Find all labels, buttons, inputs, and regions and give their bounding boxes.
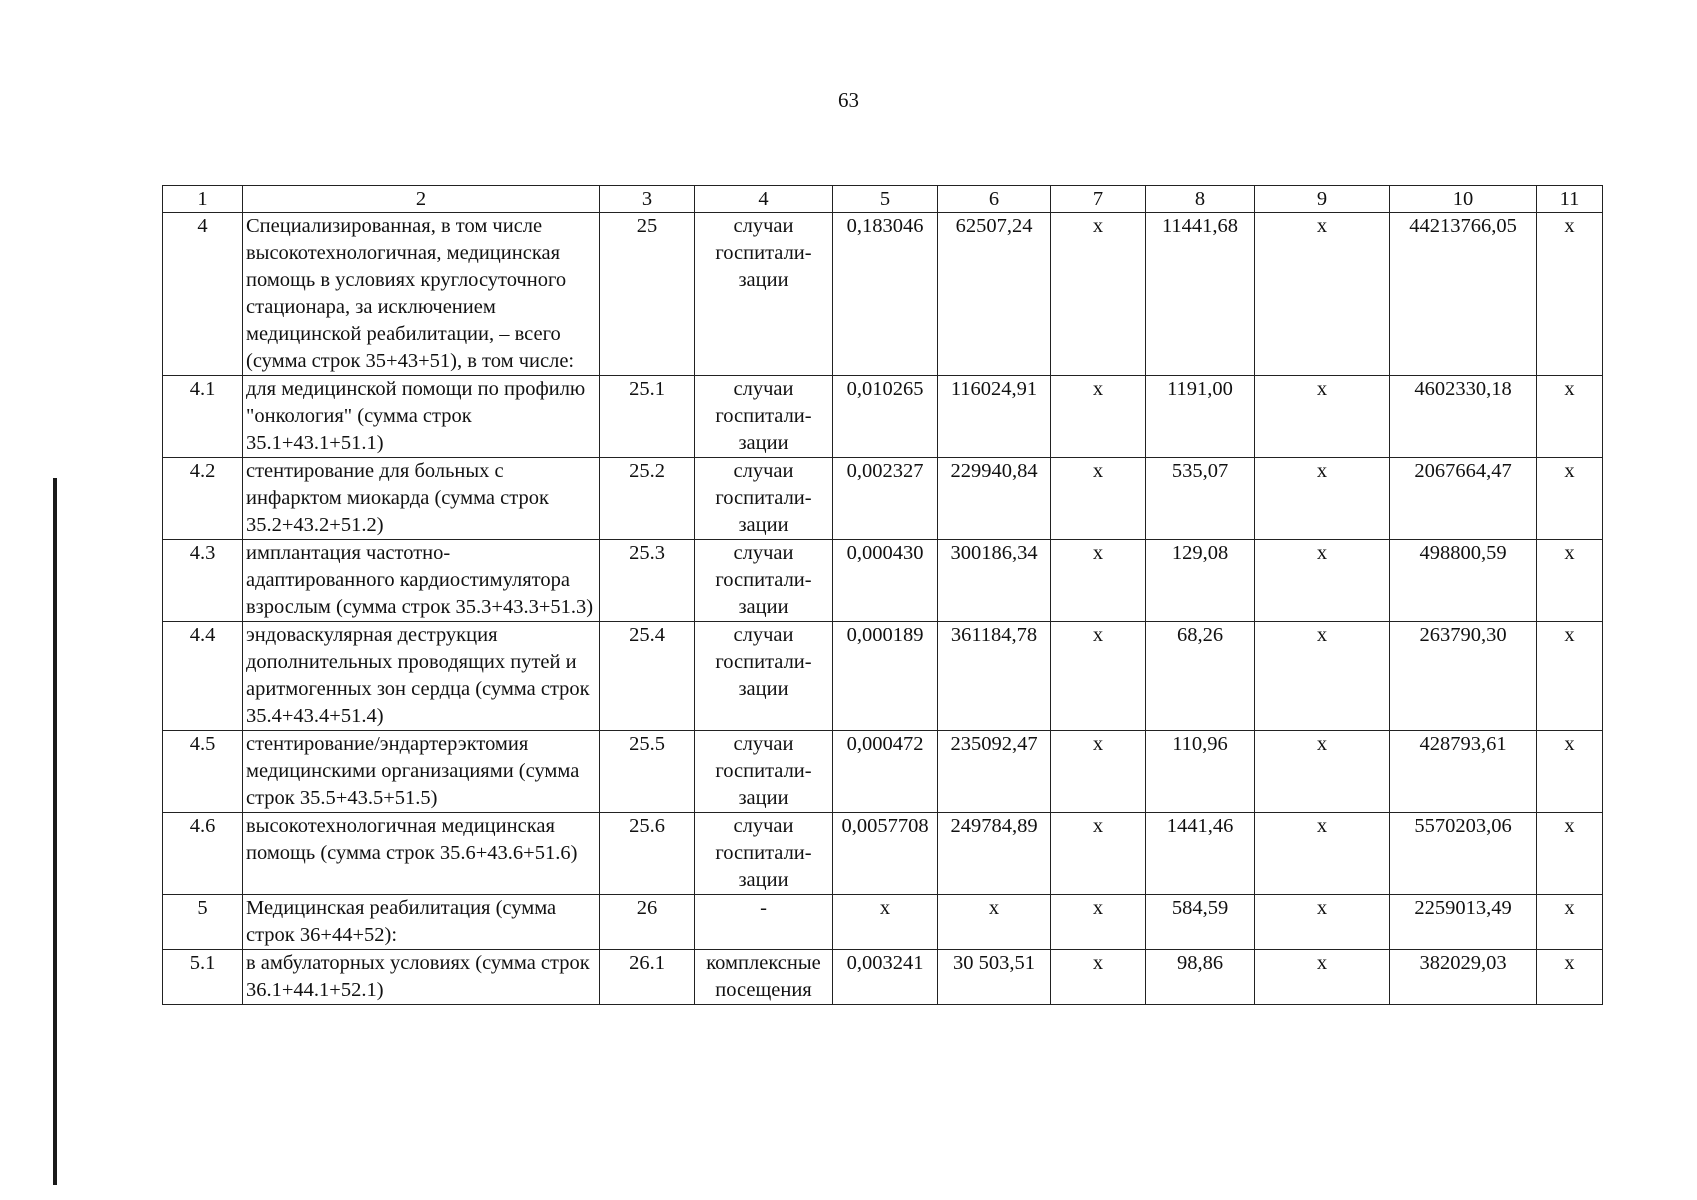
col-9-cell: х [1255, 458, 1390, 540]
row-number-cell: 4.2 [163, 458, 243, 540]
per-capita-cell: 535,07 [1146, 458, 1255, 540]
col-11-cell: х [1537, 458, 1603, 540]
indicator-name-cell: Специализированная, в том числе высокотехнологичная, медицинская помощь в условиях круглосуточного стационара, за исключением медицинской реабилитации, – всего (сумма строк 35+43+51), в том числе: [243, 213, 600, 376]
table-row [163, 213, 1603, 376]
table-row [163, 376, 1603, 458]
line-code-cell: 25.4 [600, 622, 695, 731]
col-7-cell: х [1051, 213, 1146, 376]
total-cost-cell: 428793,61 [1390, 731, 1537, 813]
col-11-cell: х [1537, 813, 1603, 895]
line-code-cell: 25.3 [600, 540, 695, 622]
row-number-cell: 4.6 [163, 813, 243, 895]
total-cost-cell: 5570203,06 [1390, 813, 1537, 895]
norm-volume-cell: 0,000472 [833, 731, 938, 813]
table-row [163, 458, 1603, 540]
col-11-cell: х [1537, 213, 1603, 376]
table-header-row [163, 186, 1603, 213]
unit-cell: случаи госпитали-зации [695, 540, 833, 622]
row-number-cell: 4 [163, 213, 243, 376]
column-number-6: 6 [938, 186, 1051, 213]
indicator-name-cell: для медицинской помощи по профилю "онкология" (сумма строк 35.1+43.1+51.1) [243, 376, 600, 458]
page-number: 63 [838, 88, 859, 112]
total-cost-cell: 382029,03 [1390, 950, 1537, 1005]
indicator-name-cell: стентирование/эндартерэктомия медицинскими организациями (сумма строк 35.5+43.5+51.5) [243, 731, 600, 813]
col-11-cell: х [1537, 540, 1603, 622]
column-number-11: 11 [1537, 186, 1603, 213]
col-7-cell: х [1051, 376, 1146, 458]
col-11-cell: х [1537, 950, 1603, 1005]
unit-cell: случаи госпитали-зации [695, 813, 833, 895]
unit-cell: - [695, 895, 833, 950]
per-capita-cell: 584,59 [1146, 895, 1255, 950]
col-7-cell: х [1051, 731, 1146, 813]
total-cost-cell: 263790,30 [1390, 622, 1537, 731]
column-number-7: 7 [1051, 186, 1146, 213]
col-11-cell: х [1537, 376, 1603, 458]
unit-cell: случаи госпитали-зации [695, 213, 833, 376]
norm-cost-cell: 30 503,51 [938, 950, 1051, 1005]
col-9-cell: х [1255, 895, 1390, 950]
indicator-name-cell: имплантация частотно-адаптированного кардиостимулятора взрослым (сумма строк 35.3+43.3+51.3) [243, 540, 600, 622]
line-code-cell: 26.1 [600, 950, 695, 1005]
table-row [163, 813, 1603, 895]
line-code-cell: 25.6 [600, 813, 695, 895]
total-cost-cell: 44213766,05 [1390, 213, 1537, 376]
per-capita-cell: 110,96 [1146, 731, 1255, 813]
indicator-name-cell: высокотехнологичная медицинская помощь (сумма строк 35.6+43.6+51.6) [243, 813, 600, 895]
norm-cost-cell: 300186,34 [938, 540, 1051, 622]
unit-cell: случаи госпитали-зации [695, 731, 833, 813]
unit-cell: случаи госпитали-зации [695, 376, 833, 458]
col-9-cell: х [1255, 376, 1390, 458]
row-number-cell: 4.3 [163, 540, 243, 622]
col-9-cell: х [1255, 731, 1390, 813]
row-number-cell: 5.1 [163, 950, 243, 1005]
norm-cost-cell: 361184,78 [938, 622, 1051, 731]
norm-cost-cell: 116024,91 [938, 376, 1051, 458]
line-code-cell: 26 [600, 895, 695, 950]
table-row [163, 622, 1603, 731]
table-row [163, 950, 1603, 1005]
col-9-cell: х [1255, 213, 1390, 376]
total-cost-cell: 498800,59 [1390, 540, 1537, 622]
column-number-9: 9 [1255, 186, 1390, 213]
indicator-name-cell: стентирование для больных с инфарктом миокарда (сумма строк 35.2+43.2+51.2) [243, 458, 600, 540]
norm-cost-cell: х [938, 895, 1051, 950]
column-number-10: 10 [1390, 186, 1537, 213]
column-number-2: 2 [243, 186, 600, 213]
per-capita-cell: 11441,68 [1146, 213, 1255, 376]
col-7-cell: х [1051, 458, 1146, 540]
col-11-cell: х [1537, 622, 1603, 731]
row-number-cell: 4.5 [163, 731, 243, 813]
column-number-5: 5 [833, 186, 938, 213]
norm-volume-cell: 0,010265 [833, 376, 938, 458]
line-code-cell: 25.1 [600, 376, 695, 458]
column-number-3: 3 [600, 186, 695, 213]
line-code-cell: 25.5 [600, 731, 695, 813]
data-table [162, 185, 1603, 1005]
indicator-name-cell: Медицинская реабилитация (сумма строк 36+44+52): [243, 895, 600, 950]
col-9-cell: х [1255, 950, 1390, 1005]
norm-volume-cell: 0,183046 [833, 213, 938, 376]
col-11-cell: х [1537, 731, 1603, 813]
column-number-8: 8 [1146, 186, 1255, 213]
per-capita-cell: 98,86 [1146, 950, 1255, 1005]
row-number-cell: 4.1 [163, 376, 243, 458]
line-code-cell: 25 [600, 213, 695, 376]
col-7-cell: х [1051, 540, 1146, 622]
norm-volume-cell: х [833, 895, 938, 950]
unit-cell: случаи госпитали-зации [695, 622, 833, 731]
col-7-cell: х [1051, 622, 1146, 731]
indicator-name-cell: эндоваскулярная деструкция дополнительных проводящих путей и аритмогенных зон сердца (сумма строк 35.4+43.4+51.4) [243, 622, 600, 731]
column-number-4: 4 [695, 186, 833, 213]
col-9-cell: х [1255, 622, 1390, 731]
norm-cost-cell: 62507,24 [938, 213, 1051, 376]
per-capita-cell: 129,08 [1146, 540, 1255, 622]
norm-volume-cell: 0,002327 [833, 458, 938, 540]
col-11-cell: х [1537, 895, 1603, 950]
col-7-cell: х [1051, 895, 1146, 950]
per-capita-cell: 1441,46 [1146, 813, 1255, 895]
norm-volume-cell: 0,000189 [833, 622, 938, 731]
col-7-cell: х [1051, 813, 1146, 895]
norm-volume-cell: 0,0057708 [833, 813, 938, 895]
table-row [163, 895, 1603, 950]
unit-cell: случаи госпитали-зации [695, 458, 833, 540]
per-capita-cell: 1191,00 [1146, 376, 1255, 458]
col-9-cell: х [1255, 813, 1390, 895]
norm-cost-cell: 229940,84 [938, 458, 1051, 540]
col-9-cell: х [1255, 540, 1390, 622]
table-row [163, 540, 1603, 622]
indicator-name-cell: в амбулаторных условиях (сумма строк 36.1+44.1+52.1) [243, 950, 600, 1005]
column-number-1: 1 [163, 186, 243, 213]
norm-cost-cell: 235092,47 [938, 731, 1051, 813]
total-cost-cell: 2259013,49 [1390, 895, 1537, 950]
col-7-cell: х [1051, 950, 1146, 1005]
total-cost-cell: 4602330,18 [1390, 376, 1537, 458]
row-number-cell: 4.4 [163, 622, 243, 731]
unit-cell: комплексные посещения [695, 950, 833, 1005]
total-cost-cell: 2067664,47 [1390, 458, 1537, 540]
norm-volume-cell: 0,000430 [833, 540, 938, 622]
line-code-cell: 25.2 [600, 458, 695, 540]
norm-volume-cell: 0,003241 [833, 950, 938, 1005]
table-row [163, 731, 1603, 813]
norm-cost-cell: 249784,89 [938, 813, 1051, 895]
row-number-cell: 5 [163, 895, 243, 950]
per-capita-cell: 68,26 [1146, 622, 1255, 731]
binding-line [53, 478, 57, 1185]
